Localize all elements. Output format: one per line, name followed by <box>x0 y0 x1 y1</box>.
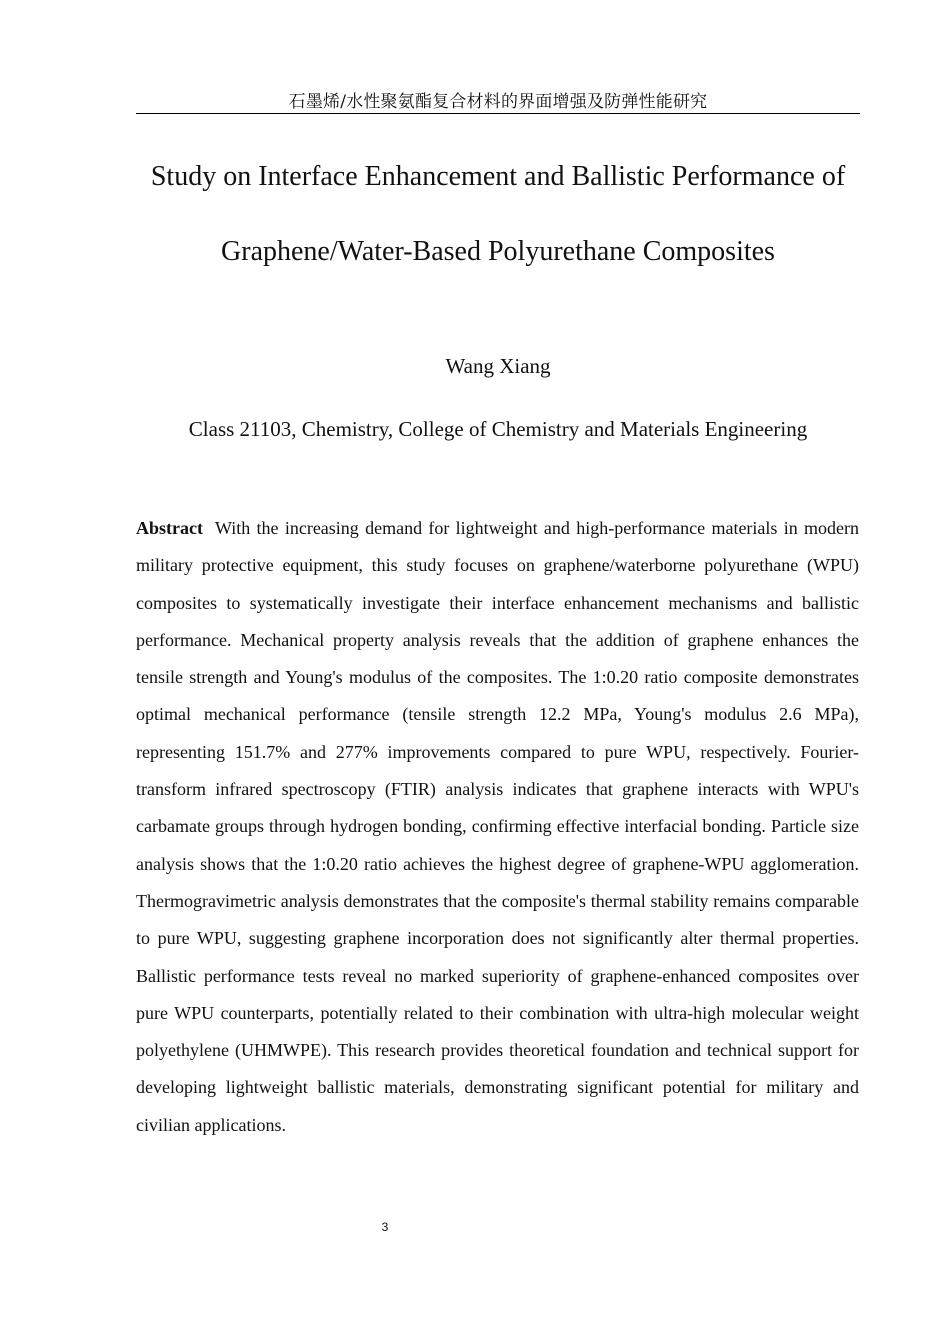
author-name: Wang Xiang <box>445 354 551 378</box>
paper-title <box>100 139 896 289</box>
title-line-2: Graphene/Water-Based Polyurethane Composites <box>221 236 775 267</box>
abstract-text: With the increasing demand for lightweight and high-performance materials in modern military protective equipment, this study focuses on graphene/waterborne polyurethane (WPU) composites to systematically investigate their interface enhancement mechanisms and ballistic performance. Mechanical property analysis reveals that the addition of graphene enhances the tensile strength and Young's modulus of the composites. The 1:0.20 ratio composite demonstrates optimal mechanical performance (tensile strength 12.2 MPa, Young's modulus 2.6 MPa), representing 151.7% and 277% improvements compared to pure WPU, respectively. Fourier-transform infrared spectroscopy (FTIR) analysis indicates that graphene interacts with WPU's carbamate groups through hydrogen bonding, confirming effective interfacial bonding. Particle size analysis shows that the 1:0.20 ratio achieves the highest degree of graphene-WPU agglomeration. Thermogravimetric analysis demonstrates that the composite's thermal stability remains comparable to pure WPU, suggesting graphene incorporation does not significantly alter thermal properties. Ballistic performance tests reveal no marked superiority of graphene-enhanced composites over pure WPU counterparts, potentially related to their combination with ultra-high molecular weight polyethylene (UHMWPE). This research provides theoretical foundation and technical support for developing lightweight ballistic materials, demonstrating significant potential for military and civilian applications. <box>136 518 859 1135</box>
running-header: 石墨烯/水性聚氨酯复合材料的界面增强及防弹性能研究 <box>136 91 860 114</box>
abstract-paragraph <box>136 510 859 1144</box>
title-line-1: Study on Interface Enhancement and Ballistic Performance of <box>150 161 846 192</box>
abstract-label: Abstract <box>136 518 203 538</box>
page-number: 3 <box>381 1220 389 1234</box>
author-affiliation: Class 21103, Chemistry, College of Chemistry and Materials Engineering <box>188 417 808 441</box>
